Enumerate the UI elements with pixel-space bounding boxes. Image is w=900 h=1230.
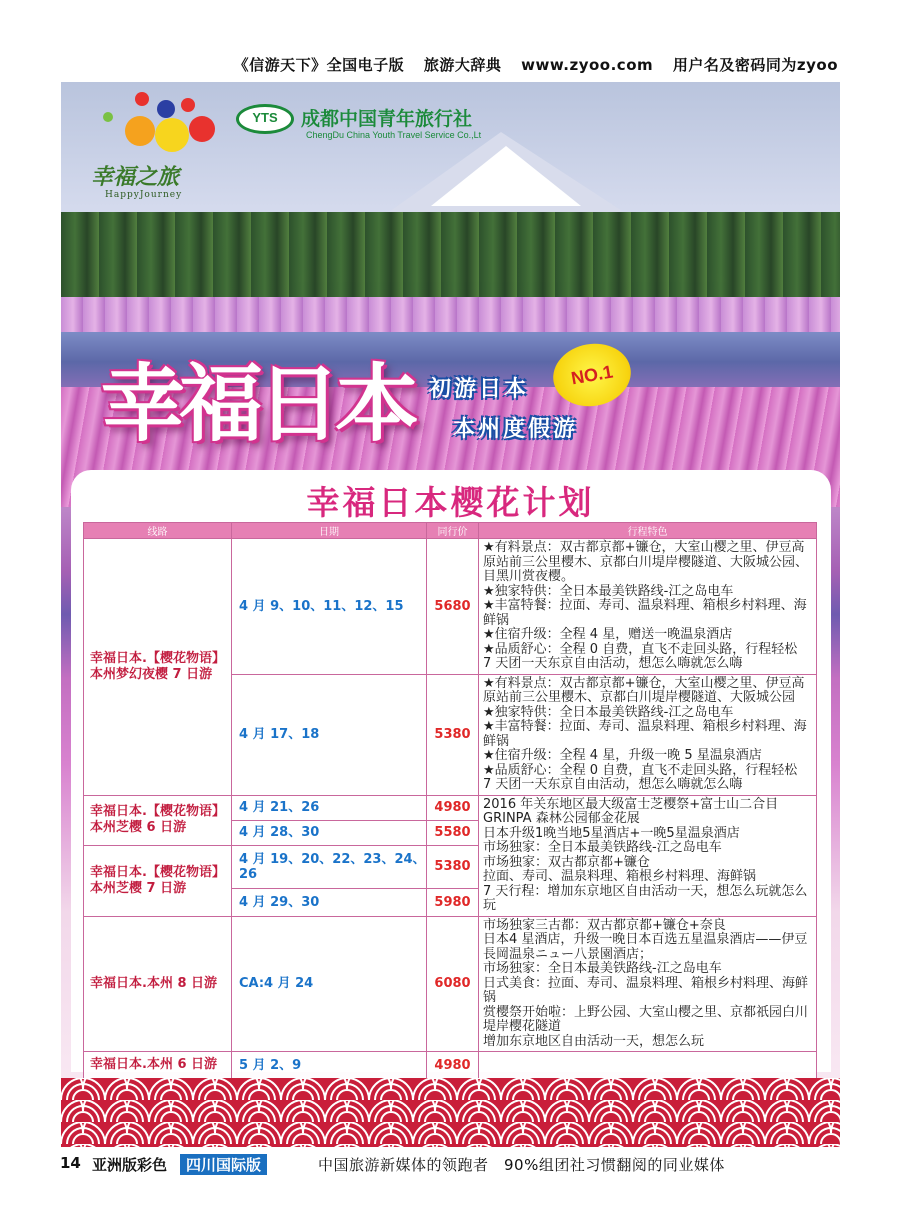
feature-line: 7 天团一天东京自由活动，想怎么嗨就怎么嗨 [483, 777, 743, 792]
route-table [83, 522, 817, 1138]
forest-image [61, 212, 840, 302]
feature-line: ★品质舒心：全程 0 自费，直飞不走回头路，行程轻松 [483, 762, 798, 778]
departure-dates: 4 月 9、10、11、12、15 [232, 539, 427, 675]
price: 4980 [427, 795, 479, 820]
feature-line: ★有料景点：双古都京都+镰仓，大室山樱之里、伊豆高原站前三公里樱木、京都白川堤岸樱隧道、大阪城公园、目黑川赏夜樱。 [483, 540, 809, 584]
features-cell [479, 916, 817, 1052]
feature-line: 赏樱祭开始啦：上野公园、大室山樱之里、京都祇园白川堤岸樱花隧道 [483, 1004, 809, 1034]
features-cell [479, 539, 817, 675]
feature-line: 拉面、寿司、温泉料理、箱根乡村料理、海鲜锅 [483, 869, 757, 884]
feature-line: 7 天行程：增加东京地区自由活动一天，想怎么玩就怎么玩 [483, 883, 808, 913]
departure-dates: 5 月 2、9 [232, 1052, 427, 1079]
wave-pattern [61, 1078, 840, 1147]
route-name: 幸福日本.【樱花物语】本州芝樱 7 日游 [84, 845, 232, 916]
price: 4980 [427, 1052, 479, 1079]
feature-line: ★有料景点：双古都京都+镰仓，大室山樱之里、伊豆高原站前三公里樱木、京都白川堤岸樱隧道、大阪城公园 [483, 675, 805, 705]
hero-title: 幸福日本 [101, 354, 414, 453]
header-item-website[interactable]: www.zyoo.com [521, 56, 654, 74]
route-name: 幸福日本.【樱花物语】本州梦幻夜樱 7 日游 [84, 539, 232, 796]
price: 6080 [427, 916, 479, 1052]
magazine-name: 亚洲版彩色 [92, 1156, 168, 1174]
header-item-login-hint: 用户名及密码同为zyoo [672, 56, 838, 74]
feature-line: 市场独家：全日本最美铁路线-江之岛电车 [483, 961, 722, 976]
feature-line: ★住宿升级：全程 4 星，赠送一晚温泉酒店 [483, 627, 733, 642]
feature-line: 市场独家：双古都京都+镰仓 [483, 854, 650, 870]
departure-dates: CA:4 月 24 [232, 916, 427, 1052]
table-row [84, 916, 817, 1052]
footer-slogan: 中国旅游新媒体的领跑者 90%组团社习惯翻阅的同业媒体 [318, 1156, 725, 1174]
departure-dates: 4 月 19、20、22、23、24、26 [232, 845, 427, 888]
table-row [84, 539, 817, 675]
feature-line: 7 天团一天东京自由活动，想怎么嗨就怎么嗨 [483, 656, 743, 671]
price: 5680 [427, 539, 479, 675]
happy-journey-cn: 幸福之旅 [91, 164, 180, 190]
features-cell [479, 674, 817, 795]
feature-line: 2016 年关东地区最大级富士芝樱祭+富士山二合目GRINPA 森林公园郁金花展 [483, 796, 779, 826]
departure-dates: 4 月 17、18 [232, 674, 427, 795]
plan-title: 幸福日本樱花计划 [306, 483, 595, 522]
header-item-dictionary: 旅游大辞典 [423, 56, 502, 74]
header-route: 线路 [84, 523, 232, 539]
feature-line: ★丰富特餐：拉面、寿司、温泉料理、箱根乡村料理、海鲜锅 [483, 719, 807, 749]
feature-line: ★住宿升级：全程 4 星，升级一晚 5 星温泉酒店 [483, 748, 762, 763]
poster [61, 82, 840, 1147]
happy-journey-en: HappyJourney [105, 190, 183, 200]
feature-line: 增加东京地区自由活动一天，想怎么玩 [483, 1033, 705, 1049]
edition-badge: 四川国际版 [180, 1154, 267, 1175]
page-footer [0, 1154, 900, 1176]
feature-line: 市场独家：全日本最美铁路线-江之岛电车 [483, 840, 722, 855]
table-header-row [84, 523, 817, 539]
features-cell [479, 795, 817, 916]
feature-line: ★品质舒心：全程 0 自费，直飞不走回头路，行程轻松 [483, 641, 798, 657]
header-item-edition: 《信游天下》全国电子版 [233, 56, 405, 74]
feature-line: 日本升级1晚当地5星酒店+一晚5星温泉酒店 [483, 825, 740, 841]
no1-badge: NO.1 [548, 338, 636, 413]
departure-dates: 4 月 28、30 [232, 820, 427, 845]
price: 5380 [427, 845, 479, 888]
feature-line: 日本4 星酒店，升级一晚日本百选五星温泉酒店——伊豆長岡温泉ニュー八景園酒店； [483, 932, 808, 962]
table-row [84, 795, 817, 820]
top-header [0, 54, 838, 75]
feature-line: ★独家特供：全日本最美铁路线-江之岛电车 [483, 704, 734, 720]
departure-dates: 4 月 29、30 [232, 888, 427, 916]
snowcap-image [431, 146, 581, 206]
feature-line: 日式美食：拉面、寿司、温泉料理、箱根乡村料理、海鲜锅 [483, 975, 809, 1005]
page-number: 14 [60, 1154, 81, 1172]
price: 5380 [427, 674, 479, 795]
feature-line: ★独家特供：全日本最美铁路线-江之岛电车 [483, 583, 734, 599]
route-name: 幸福日本.本州 6 日游 [84, 1052, 232, 1079]
feature-line: 市场独家三古都：双古都京都+镰仓+奈良 [483, 917, 726, 933]
price: 5580 [427, 820, 479, 845]
price: 5980 [427, 888, 479, 916]
feature-line: ★丰富特餐：拉面、寿司、温泉料理、箱根乡村料理、海鲜锅 [483, 598, 807, 628]
cyts-logo-icon: YTS [236, 104, 294, 134]
departure-dates: 4 月 21、26 [232, 795, 427, 820]
header-date: 日期 [232, 523, 427, 539]
header-features: 行程特色 [479, 523, 817, 539]
route-name: 幸福日本.本州 8 日游 [84, 916, 232, 1052]
hero-subtitle-2: 本州度假游 [453, 417, 579, 442]
seigaiha-wave-band [61, 1078, 840, 1147]
table-row [84, 1052, 817, 1079]
hero-subtitle-1: 初游日本 [429, 377, 530, 402]
agency-name-en: ChengDu China Youth Travel Service Co.,Lt [306, 130, 482, 140]
header-price: 同行价 [427, 523, 479, 539]
route-name: 幸福日本.【樱花物语】本州芝樱 6 日游 [84, 795, 232, 845]
agency-name: 成都中国青年旅行社 [301, 108, 473, 130]
